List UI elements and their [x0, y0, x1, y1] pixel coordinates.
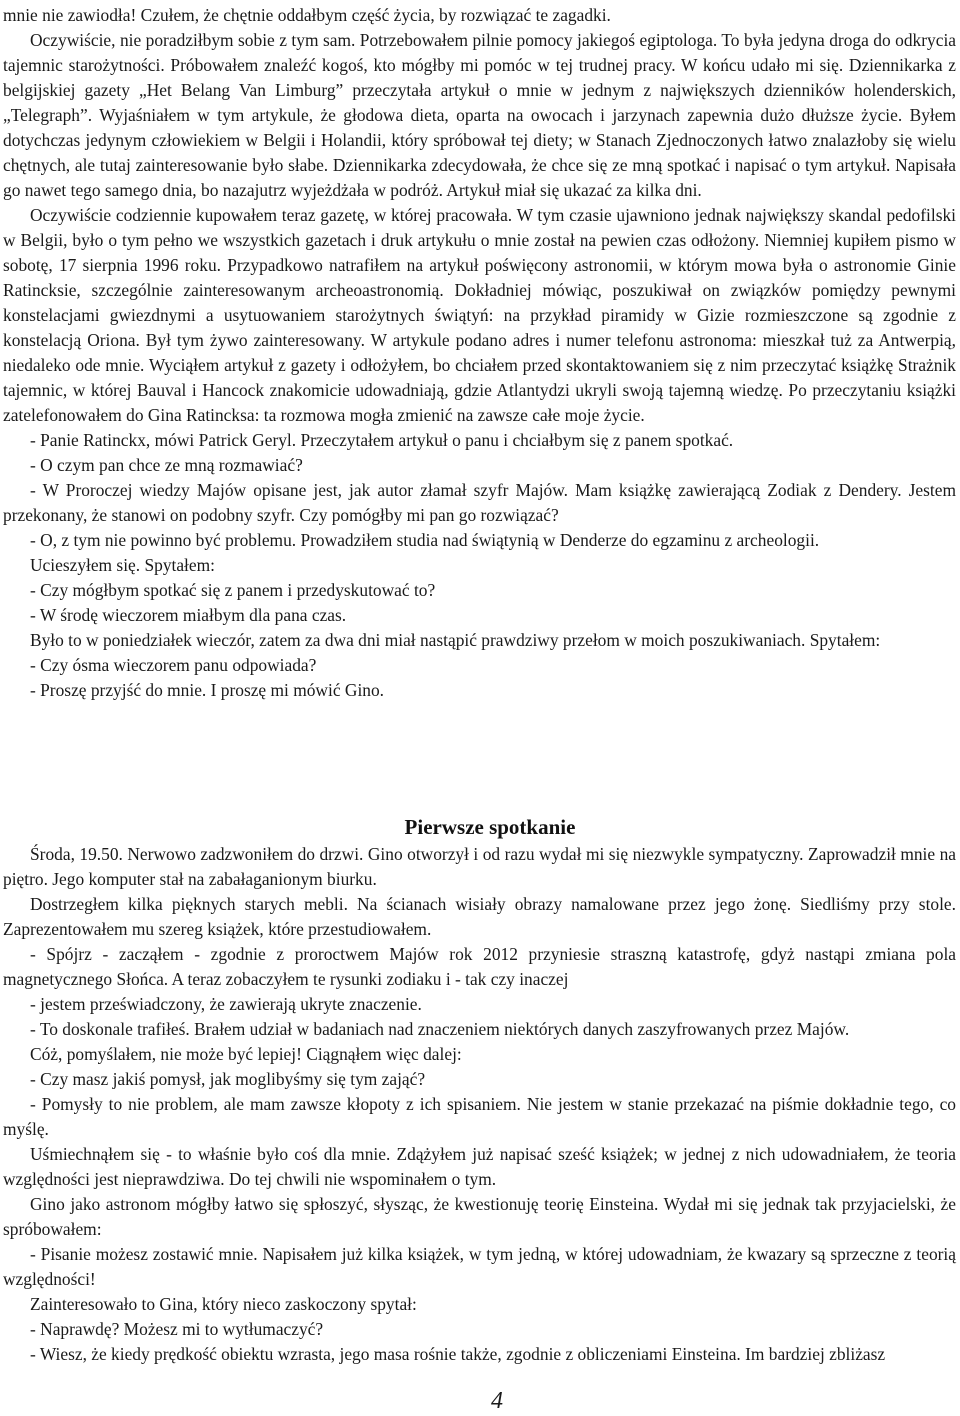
paragraph: Oczywiście, nie poradziłbym sobie z tym sam. Potrzebowałem pilnie pomocy jakiegoś egiptologa. To była jedyna droga do odkrycia tajemnic starożytności. Próbowałem znaleźć kogoś, kto mógłby mi pomóc w tej trudnej pracy. W końcu udało mi się. Dziennikarka z belgijskiej gazety „Het Belang Van Limburg” przeczytała artykuł o mnie w jednym z największych dzienników holenderskich, „Telegraph”. Wyjaśniałem w tym artykule, że głodowa dieta, oparta na owocach i jarzynach zapewnia dużo dłuższe życie. Byłem dotychczas jedynym człowiekiem w Belgii i Holandii, który spróbował tej diety; w Stanach Zjednoczonych łatwo znalazłoby się wielu chętnych, ale tutaj zainteresowanie było słabe. Dziennikarka zdecydowała, że chce się ze mną spotkać i napisać o tym artykuł. Napisała go nawet tego samego dnia, bo nazajutrz wyjeżdżała w podróż. Artykuł miał się ukazać za kilka dni. — [3, 30, 956, 200]
dialogue-line: - O, z tym nie powinno być problemu. Prowadziłem studia nad świątynią w Denderze do egzaminu z archeologii. — [30, 530, 820, 550]
dialogue-line: - jestem przeświadczony, że zawierają ukryte znaczenie. — [30, 994, 422, 1014]
dialogue-line: - Pisanie możesz zostawić mnie. Napisałem już kilka książek, w tym jedną, w której udowadniam, że kwazary są sprzeczne z teorią względności! — [3, 1244, 956, 1289]
body-text-top — [3, 3, 956, 703]
paragraph: Oczywiście codziennie kupowałem teraz gazetę, w której pracowała. W tym czasie ujawniono jednak największy skandal pedofilski w Belgii, było o tym pełno we wszystkich gazetach i druk artykułu o mnie został na pewien czas odłożony. Niemniej kupiłem pismo w sobotę, 17 sierpnia 1996 roku. Przypadkowo natrafiłem na artykuł poświęcony astronomii, w którym mowa była o astronomie Ginie Ratincksie, szczególnie zainteresowanym archeoastronomią. Dokładniej mówiąc, poszukiwał on związków pomiędzy pewnymi konstelacjami gwiezdnymi a usytuowaniem starożytnych świątyń: na przykład piramidy w Gizie rozmieszczone są zgodnie z konstelacją Oriona. Był tym żywo zainteresowany. W artykule podano adres i numer telefonu astronoma: mieszkał tuż za Antwerpią, niedaleko ode mnie. Wyciąłem artykuł z gazety i odłożyłem, bo chciałem przed skontaktowaniem się z nim przeczytać książkę Strażnik tajemnic, w której Bauval i Hancock znakomicie udowadniają, gdzie Atlantydzi ukryli swoją tajemną wiedzę. Po przeczytaniu książki zatelefonowałem do Gina Ratincksa: ta rozmowa mogła zmienić na zawsze całe moje życie. — [3, 205, 956, 425]
dialogue-line: - Pomysły to nie problem, ale mam zawsze kłopoty z ich spisaniem. Nie jestem w stanie przekazać na piśmie dokładnie tego, co myślę. — [3, 1094, 956, 1139]
dialogue-line: - Wiesz, że kiedy prędkość obiektu wzrasta, jego masa rośnie także, zgodnie z obliczeniami Einsteina. Im bardziej zbliżasz — [30, 1344, 886, 1364]
paragraph: Zainteresowało to Gina, który nieco zaskoczony spytał: — [30, 1294, 417, 1314]
paragraph: Uśmiechnąłem się - to właśnie było coś dla mnie. Zdążyłem już napisać sześć książek; w jednej z nich udowadniałem, że teoria względności jest nieprawdziwa. Do tej chwili nie wspominałem o tym. — [3, 1144, 956, 1189]
dialogue-line: - Spójrz - zacząłem - zgodnie z proroctwem Majów rok 2012 przyniesie straszną katastrofę, gdyż nastąpi zmiana pola magnetycznego Słońca. A teraz zobaczyłem te rysunki zodiaku i - tak czy inaczej — [3, 944, 956, 989]
paragraph: Środa, 19.50. Nerwowo zadzwoniłem do drzwi. Gino otworzył i od razu wydał mi się niezwykle sympatyczny. Zaprowadził mnie na piętro. Jego komputer stał na zabałaganionym biurku. — [3, 844, 956, 889]
dialogue-line: - O czym pan chce ze mną rozmawiać? — [30, 455, 303, 475]
dialogue-line: - Czy ósma wieczorem panu odpowiada? — [30, 655, 317, 675]
section-heading: Pierwsze spotkanie — [404, 815, 576, 839]
paragraph: Ucieszyłem się. Spytałem: — [30, 555, 215, 575]
dialogue-line: - Czy mógłbym spotkać się z panem i przedyskutować to? — [30, 580, 436, 600]
dialogue-line: - Naprawdę? Możesz mi to wytłumaczyć? — [30, 1319, 324, 1339]
dialogue-line: - Proszę przyjść do mnie. I proszę mi mówić Gino. — [30, 680, 385, 700]
dialogue-line: - W środę wieczorem miałbym dla pana czas. — [30, 605, 347, 625]
paragraph: Cóż, pomyślałem, nie może być lepiej! Ciągnąłem więc dalej: — [30, 1044, 462, 1064]
paragraph: mnie nie zawiodła! Czułem, że chętnie oddałbym część życia, by rozwiązać te zagadki. — [3, 5, 611, 25]
page-number: 4 — [491, 1388, 503, 1414]
paragraph: Było to w poniedziałek wieczór, zatem za dwa dni miał nastąpić prawdziwy przełom w moich poszukiwaniach. Spytałem: — [30, 630, 881, 650]
dialogue-line: - To doskonale trafiłeś. Brałem udział w badaniach nad znaczeniem niektórych danych zaszyfrowanych przez Majów. — [30, 1019, 850, 1039]
paragraph: Gino jako astronom mógłby łatwo się spłoszyć, słysząc, że kwestionuję teorię Einsteina. Wydał mi się jednak tak przyjacielski, że spróbowałem: — [3, 1194, 956, 1239]
paragraph: Dostrzegłem kilka pięknych starych mebli. Na ścianach wisiały obrazy namalowane przez jego żonę. Siedliśmy przy stole. Zaprezentowałem mu szereg książek, które przestudiowałem. — [3, 894, 956, 939]
dialogue-line: - Panie Ratinckx, mówi Patrick Geryl. Przeczytałem artykuł o panu i chciałbym się z panem spotkać. — [30, 430, 734, 450]
dialogue-line: - Czy masz jakiś pomysł, jak moglibyśmy się tym zająć? — [30, 1069, 426, 1089]
body-text-bottom — [3, 842, 956, 1367]
dialogue-line: - W Proroczej wiedzy Majów opisane jest, jak autor złamał szyfr Majów. Mam książkę zawierającą Zodiak z Dendery. Jestem przekonany, że stanowi on podobny szyfr. Czy pomógłby mi pan go rozwiązać? — [3, 480, 956, 525]
